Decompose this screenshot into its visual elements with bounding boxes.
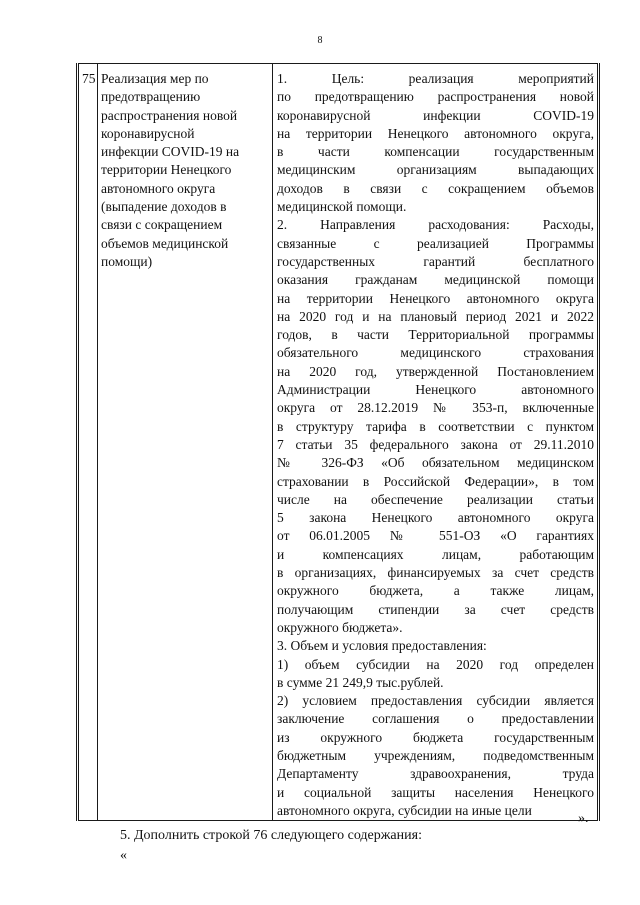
row-number-cell — [78, 64, 98, 821]
event-description-line: в организациях, финансируемых за счет средств — [277, 565, 594, 581]
closing-quote: ». — [578, 811, 589, 826]
event-description-line: из окружного бюджета государственным — [277, 729, 594, 745]
event-description-line: на территории Ненецкого автономного округа — [277, 290, 594, 306]
event-description-line: 5 закона Ненецкого автономного округа — [277, 510, 594, 526]
event-description-line: окружного бюджета, а также лицам, — [277, 583, 594, 599]
event-name-line: автономного округа — [101, 180, 216, 196]
row-number: 75 — [82, 71, 96, 86]
event-description-line: числе на обеспечение реализации статьи — [277, 491, 594, 507]
event-name-line: (выпадение доходов в — [101, 199, 227, 215]
amendment-instruction: 5. Дополнить строкой 76 следующего содержания: — [120, 828, 422, 843]
event-description-line: по предотвращению распространения новой — [277, 89, 594, 105]
event-name-line: территории Ненецкого — [101, 162, 232, 178]
event-description — [277, 70, 594, 820]
event-name-line: коронавирусной — [101, 125, 195, 141]
event-description-line: медицинской помощи. — [277, 199, 407, 215]
event-description-line: 3. Объем и условия предоставления: — [277, 638, 487, 654]
event-description-line: от 06.01.2005 № 551-ОЗ «О гарантиях — [277, 528, 594, 544]
event-description-line: оказания гражданам медицинской помощи — [277, 272, 594, 288]
event-description-line: медицинским организациям выпадающих — [277, 162, 594, 178]
event-description-line: 1) объем субсидии на 2020 год определен — [277, 656, 594, 672]
event-description-line: 2. Направления расходования: Расходы, — [277, 217, 594, 233]
event-description-line: доходов в связи с сокращением объемов — [277, 180, 594, 196]
event-description-line: 1. Цель: реализация мероприятий — [277, 71, 594, 86]
event-description-line: и социальной защиты населения Ненецкого — [277, 784, 594, 800]
event-description-line: годов, в части Территориальной программы — [277, 327, 594, 343]
event-description-line: Департаменту здравоохранения, труда — [277, 766, 594, 782]
event-name-cell — [98, 64, 273, 821]
event-description-line: государственных гарантий бесплатного — [277, 253, 594, 269]
event-description-line: коронавирусной инфекции COVID-19 — [277, 107, 594, 123]
event-description-line: связанные с реализацией Программы — [277, 235, 594, 251]
event-name-line: связи с сокращением — [101, 217, 223, 233]
event-name-line: помощи) — [101, 253, 153, 269]
event-description-line: бюджетным учреждениям, подведомственным — [277, 747, 594, 763]
event-description-cell — [273, 64, 599, 821]
event-description-line: в сумме 21 249,9 тыс.рублей. — [277, 674, 444, 690]
event-description-line: округа от 28.12.2019 № 353-п, включенные — [277, 400, 594, 416]
event-description-line: Администрации Ненецкого автономного — [277, 382, 594, 398]
event-description-line: и компенсациях лицам, работающим — [277, 546, 594, 562]
event-description-line: в части компенсации государственным — [277, 144, 594, 160]
event-description-line: окружного бюджета». — [277, 619, 403, 635]
event-description-line: в структуру тарифа в соответствии с пунктом — [277, 418, 594, 434]
page-number: 8 — [317, 35, 323, 46]
event-name-line: инфекции COVID-19 на — [101, 144, 240, 160]
event-name — [101, 70, 268, 271]
event-description-line: заключение соглашения о предоставлении — [277, 711, 594, 727]
event-description-line: страховании в Российской Федерации», в том — [277, 473, 594, 489]
opening-quote: « — [120, 848, 127, 863]
event-description-line: обязательного медицинского страхования — [277, 345, 594, 361]
event-description-line: № 326-ФЗ «Об обязательном медицинском — [277, 455, 594, 471]
event-name-line: распространения новой — [101, 107, 238, 123]
event-description-line: на территории Ненецкого автономного округа, — [277, 125, 594, 141]
event-name-line: предотвращению — [101, 89, 201, 105]
event-description-line: на 2020 год, утвержденной Постановлением — [277, 363, 594, 379]
event-description-line: автономного округа, субсидии на иные цели — [277, 802, 532, 818]
event-name-line: Реализация мер по — [101, 71, 209, 86]
event-description-line: на 2020 год и на плановый период 2021 и 2022 — [277, 308, 594, 324]
event-description-line: 7 статьи 35 федерального закона от 29.11.2010 — [277, 436, 594, 452]
event-description-line: получающим стипендии за счет средств — [277, 601, 594, 617]
event-description-line: 2) условием предоставления субсидии является — [277, 693, 594, 709]
table-row — [78, 64, 599, 821]
event-name-line: объемов медицинской — [101, 235, 229, 251]
subsidy-table — [76, 63, 600, 821]
